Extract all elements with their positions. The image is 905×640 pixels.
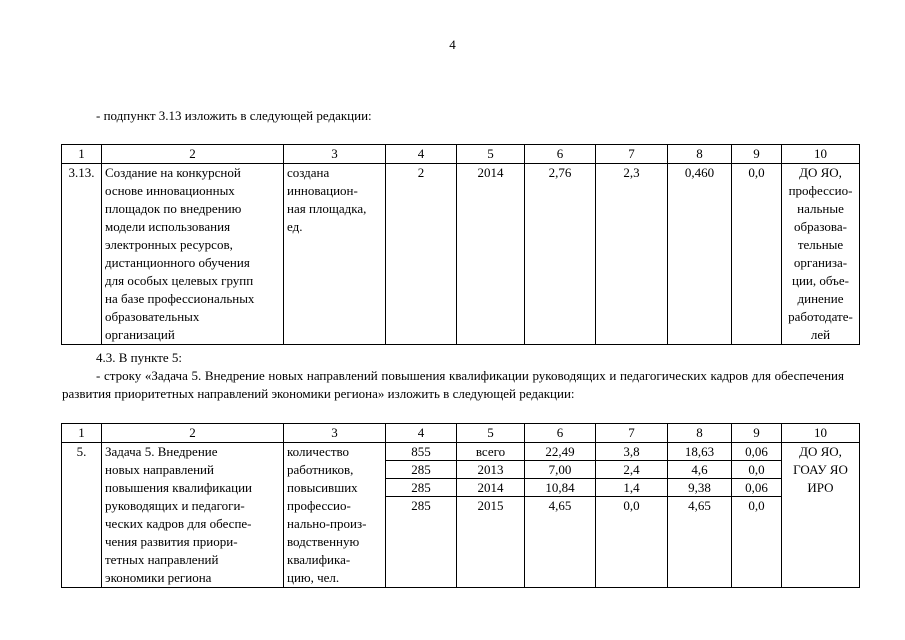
value-col-6: 2,76	[525, 164, 596, 345]
table-row	[62, 443, 860, 588]
value-col-9: 0,0	[732, 164, 782, 345]
header-col-1: 1	[62, 424, 102, 443]
header-col-6: 6	[525, 424, 596, 443]
header-col-8: 8	[668, 424, 732, 443]
executors: ДО ЯО, ГОАУ ЯО ИРО	[782, 443, 860, 588]
indicator: создана инновацион- ная площадка, ед.	[284, 164, 386, 345]
header-col-6: 6	[525, 145, 596, 164]
header-col-9: 9	[732, 424, 782, 443]
value-col-6: 22,49 7,00 10,84 4,65	[525, 443, 596, 588]
header-col-9: 9	[732, 145, 782, 164]
value-col-4: 855 285 285 285	[386, 443, 457, 588]
header-col-7: 7	[596, 424, 668, 443]
header-col-5: 5	[457, 424, 525, 443]
table-row	[62, 164, 860, 345]
page-number: 4	[449, 37, 456, 52]
value-col-7: 2,3	[596, 164, 668, 345]
header-col-2: 2	[102, 145, 284, 164]
value-col-7: 3,8 2,4 1,4 0,0	[596, 443, 668, 588]
task-name: Задача 5. Внедрение новых направлений повышения квалификации руководящих и педагоги- ческих кадров для обеспе- чения развития приори- тетных направлений экономики региона	[102, 443, 284, 588]
header-col-3: 3	[284, 424, 386, 443]
section-title: 4.3. В пункте 5:	[96, 350, 183, 365]
value-col-4: 2	[386, 164, 457, 345]
header-col-2: 2	[102, 424, 284, 443]
table-header-row	[62, 145, 860, 164]
intro-subpoint: - подпункт 3.13 изложить в следующей редакции:	[96, 108, 372, 123]
header-col-8: 8	[668, 145, 732, 164]
table-3-13	[61, 144, 860, 345]
intro-row-task5: - строку «Задача 5. Внедрение новых направлений повышения квалификации руководящих и педагогических кадров для обеспечения развития приоритетных направлений экономики региона» изложить в следующей редакции:	[62, 368, 844, 401]
header-col-10: 10	[782, 145, 860, 164]
row-number: 3.13.	[62, 164, 102, 345]
row-number: 5.	[62, 443, 102, 588]
header-col-5: 5	[457, 145, 525, 164]
value-col-5: всего 2013 2014 2015	[457, 443, 525, 588]
header-col-3: 3	[284, 145, 386, 164]
header-col-10: 10	[782, 424, 860, 443]
table-header-row	[62, 424, 860, 443]
indicator: количество работников, повысивших профессио- нально-произ- водственную квалифика- цию, чел.	[284, 443, 386, 588]
value-col-5: 2014	[457, 164, 525, 345]
header-col-1: 1	[62, 145, 102, 164]
executors: ДО ЯО, профессио- нальные образова- тельные организа- ции, объе- динение работодате- лей	[782, 164, 860, 345]
measure-name: Создание на конкурсной основе инновационных площадок по внедрению модели использования электронных ресурсов, дистанционного обучения для особых целевых групп на базе профессиональных образовательных организаций	[102, 164, 284, 345]
header-col-4: 4	[386, 145, 457, 164]
header-col-7: 7	[596, 145, 668, 164]
value-col-8: 0,460	[668, 164, 732, 345]
value-col-8: 18,63 4,6 9,38 4,65	[668, 443, 732, 588]
header-col-4: 4	[386, 424, 457, 443]
table-task-5	[61, 423, 860, 588]
value-col-9: 0,06 0,0 0,06 0,0	[732, 443, 782, 588]
